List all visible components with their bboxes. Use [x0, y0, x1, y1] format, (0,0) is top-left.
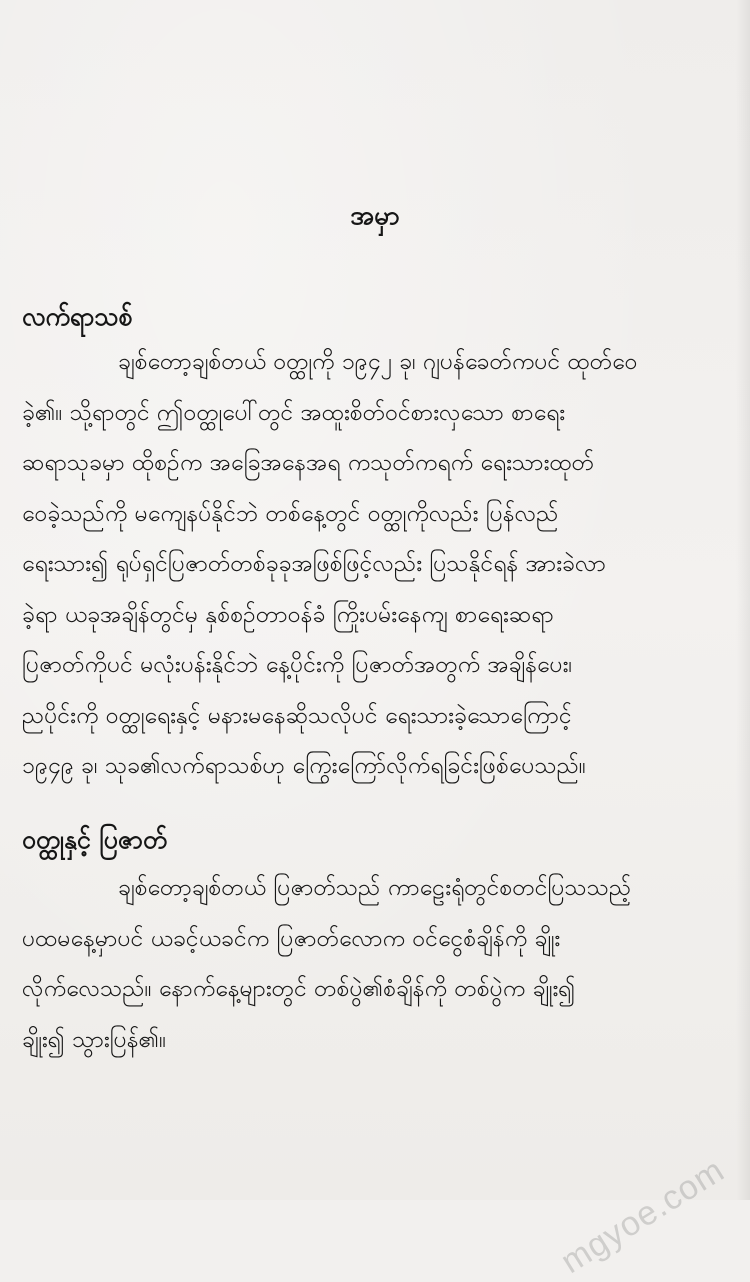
paragraph-line: ချစ်တော့ချစ်တယ် ဝတ္ထုကို ၁၉၄၂ ခု၊ ဂျပန်ခေတ်ကပင် ထုတ်ဝေ: [118, 349, 638, 375]
section-heading-novel-and-play: ဝတ္ထုနှင့် ပြဇာတ်: [22, 825, 168, 854]
paragraph-line: ခဲ့ရာ ယခုအချိန်တွင်မှ နှစ်စဉ်တာဝန်ခံ ကြိုးပမ်းနေကျ စာရေးဆရာ: [22, 601, 554, 628]
paragraph-line: ချစ်တော့ချစ်တယ် ပြဇာတ်သည် ကာဠေးရုံတွင်စတင်ပြသသည့်: [118, 875, 632, 901]
paragraph-line: ပထမနေ့မှာပင် ယခင့်ယခင်က ပြဇာတ်လောက ဝင်ငွေစံချိန်ကို ချိုး: [22, 925, 561, 952]
site-watermark: mgyoe.com: [554, 1150, 732, 1282]
paragraph-line: ဝေခဲ့သည်ကို မကျေနပ်နိုင်ဘဲ တစ်နေ့တွင် ဝတ္ထုကိုလည်း ပြန်လည်: [22, 500, 559, 527]
paragraph-line: ချိုး၍ သွားပြန်၏။: [22, 1026, 167, 1053]
paragraph-line: ညပိုင်းကို ဝတ္ထုရေးနှင့် မနားမနေဆိုသလိုပင် ရေးသားခဲ့သောကြောင့်: [22, 702, 572, 729]
paragraph-line: ခဲ့၏။ သို့ရာတွင် ဤဝတ္ထုပေါ်တွင် အထူးစိတ်ဝင်စားလှသော စာရေး: [22, 399, 566, 426]
section-paragraph-new-work: [22, 337, 726, 792]
paragraph-line: ရေးသား၍ ရုပ်ရှင်ပြဇာတ်တစ်ခုခုအဖြစ်ဖြင့်လည်း ပြသနိုင်ရန် အားခဲလာ: [22, 551, 606, 577]
page-title: အမှာ: [350, 201, 400, 231]
page-edge-shadow: [736, 0, 750, 1200]
paragraph-line: ပြဇာတ်ကိုပင် မလုံးပန်းနိုင်ဘဲ နေ့ပိုင်းကို ပြဇာတ်အတွက် အချိန်ပေး၊: [22, 652, 573, 678]
paragraph-line: လိုက်လေသည်။ နောက်နေ့များတွင် တစ်ပွဲ၏စံချိန်ကို တစ်ပွဲက ချိုး၍: [22, 976, 576, 1002]
section-heading-new-work: လက်ရာသစ်: [22, 302, 133, 331]
section-paragraph-novel-and-play: [22, 863, 726, 1065]
paragraph-line: ဆရာသုခမှာ ထိုစဉ်က အခြေအနေအရ ကသုတ်ကရက် ရေးသားထုတ်: [22, 450, 595, 476]
paragraph-line: ၁၉၄၉ ခု၊ သုခ၏လက်ရာသစ်ဟု ကြွေးကြော်လိုက်ရခြင်းဖြစ်ပေသည်။: [22, 753, 586, 779]
